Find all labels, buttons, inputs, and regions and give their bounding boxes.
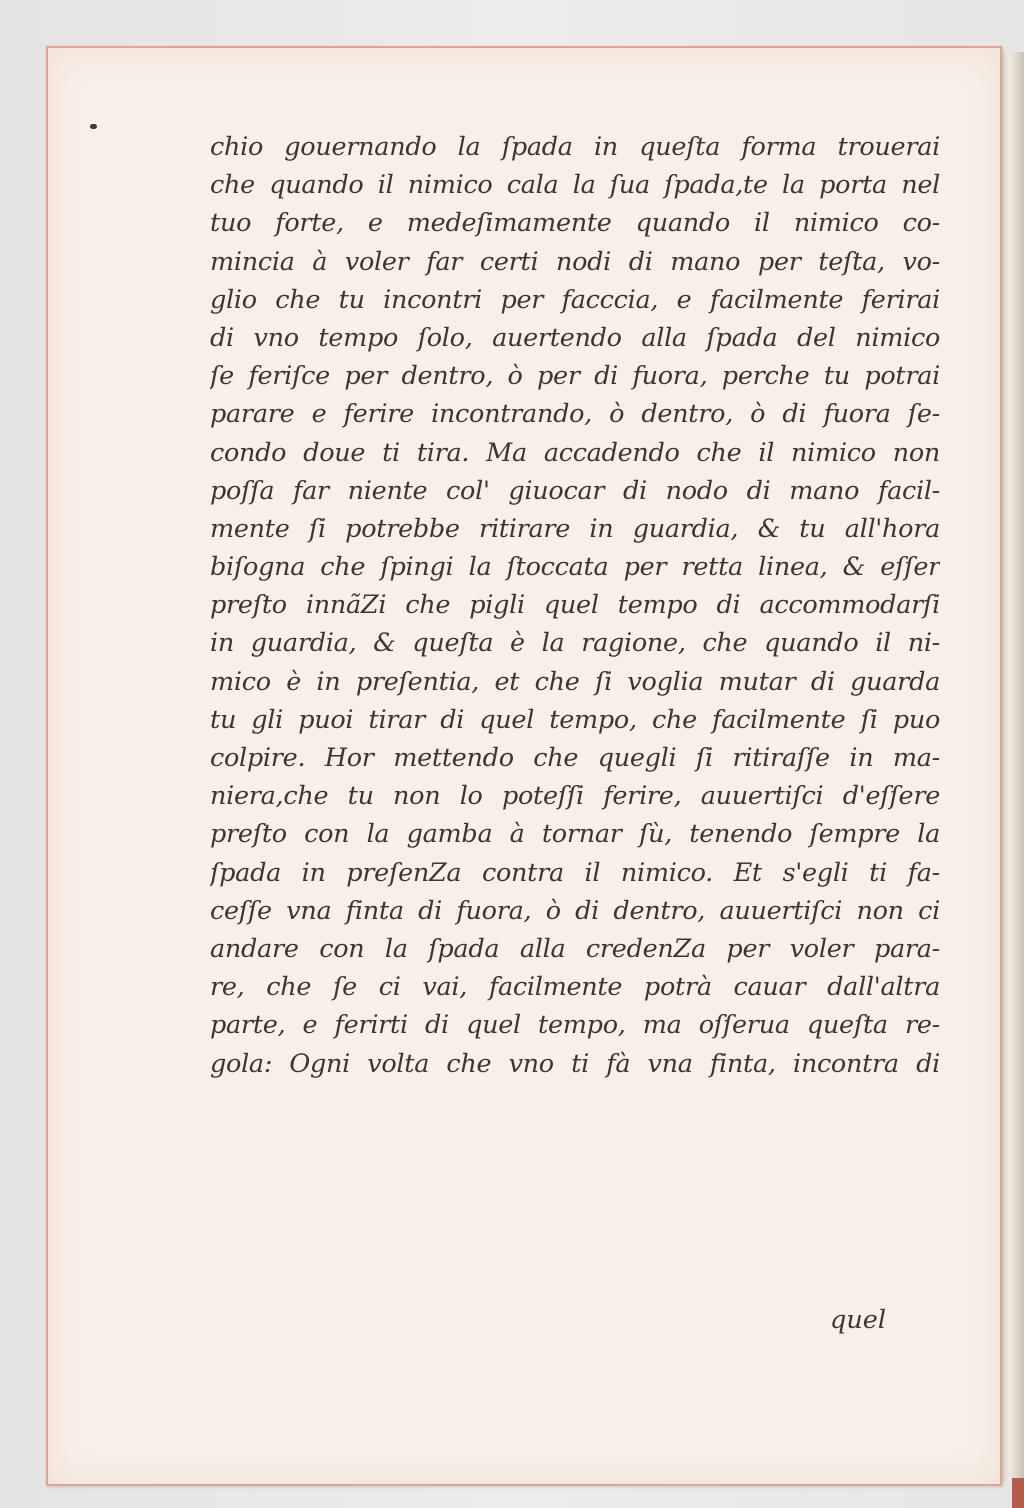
text-line: parte, e ferirti di quel tempo, ma oſſerua queſta re- — [210, 1010, 940, 1041]
text-line: mincia à voler far certi nodi di mano per teſta, vo- — [210, 246, 940, 277]
text-line: ſe feriſce per dentro, ò per di fuora, perche tu potrai — [210, 361, 940, 392]
text-line: di vno tempo ſolo, auertendo alla ſpada del nimico — [210, 322, 940, 353]
text-line: biſogna che ſpingi la ſtoccata per retta linea, & eſſer — [210, 552, 940, 583]
margin-mark — [90, 124, 97, 129]
text-line: ſpada in preſenZa contra il nimico. Et s'egli ti fa- — [210, 857, 940, 888]
book-page — [46, 46, 1002, 1486]
text-line: andare con la ſpada alla credenZa per voler para- — [210, 933, 940, 964]
text-line: preſto con la gamba à tornar ſù, tenendo ſempre la — [210, 819, 940, 850]
text-line: condo doue ti tira. Ma accadendo che il nimico non — [210, 437, 940, 468]
text-line: che quando il nimico cala la ſua ſpada,te la porta nel — [210, 170, 940, 201]
text-line: niera,che tu non lo poteſſi ferire, auuertiſci d'eſſere — [210, 781, 940, 812]
text-line: mico è in preſentia, et che ſi voglia mutar di guarda — [210, 666, 940, 697]
catchword: quel — [830, 1305, 886, 1335]
adjacent-page-edge — [1000, 52, 1024, 1482]
text-line: ceſſe vna finta di fuora, ò di dentro, auuertiſci non ci — [210, 895, 940, 926]
text-line: poſſa far niente col' giuocar di nodo di mano facil- — [210, 475, 940, 506]
text-line: glio che tu incontri per facccia, e facilmente ferirai — [210, 284, 940, 315]
text-line: preſto innãZi che pigli quel tempo di accommodarſi — [210, 590, 940, 621]
text-line: chio gouernando la ſpada in queſta forma trouerai — [210, 132, 940, 162]
body-text — [210, 128, 940, 1083]
text-line: mente ſi potrebbe ritirare in guardia, & tu all'hora — [210, 513, 940, 544]
text-line: gola: Ogni volta che vno ti fà vna finta, incontra di — [210, 1048, 940, 1079]
text-line: colpire. Hor mettendo che quegli ſi ritiraſſe in ma- — [210, 743, 940, 773]
text-line: tu gli puoi tirar di quel tempo, che facilmente ſi puo — [210, 704, 940, 735]
text-line: tuo forte, e medeſimamente quando il nimico co- — [210, 208, 940, 239]
text-line: in guardia, & queſta è la ragione, che quando il ni- — [210, 628, 940, 659]
text-line: parare e ferire incontrando, ò dentro, ò di fuora ſe- — [210, 399, 940, 430]
bookmark-ribbon — [1012, 1478, 1024, 1508]
text-line: re, che ſe ci vai, facilmente potrà cauar dall'altra — [210, 972, 940, 1003]
